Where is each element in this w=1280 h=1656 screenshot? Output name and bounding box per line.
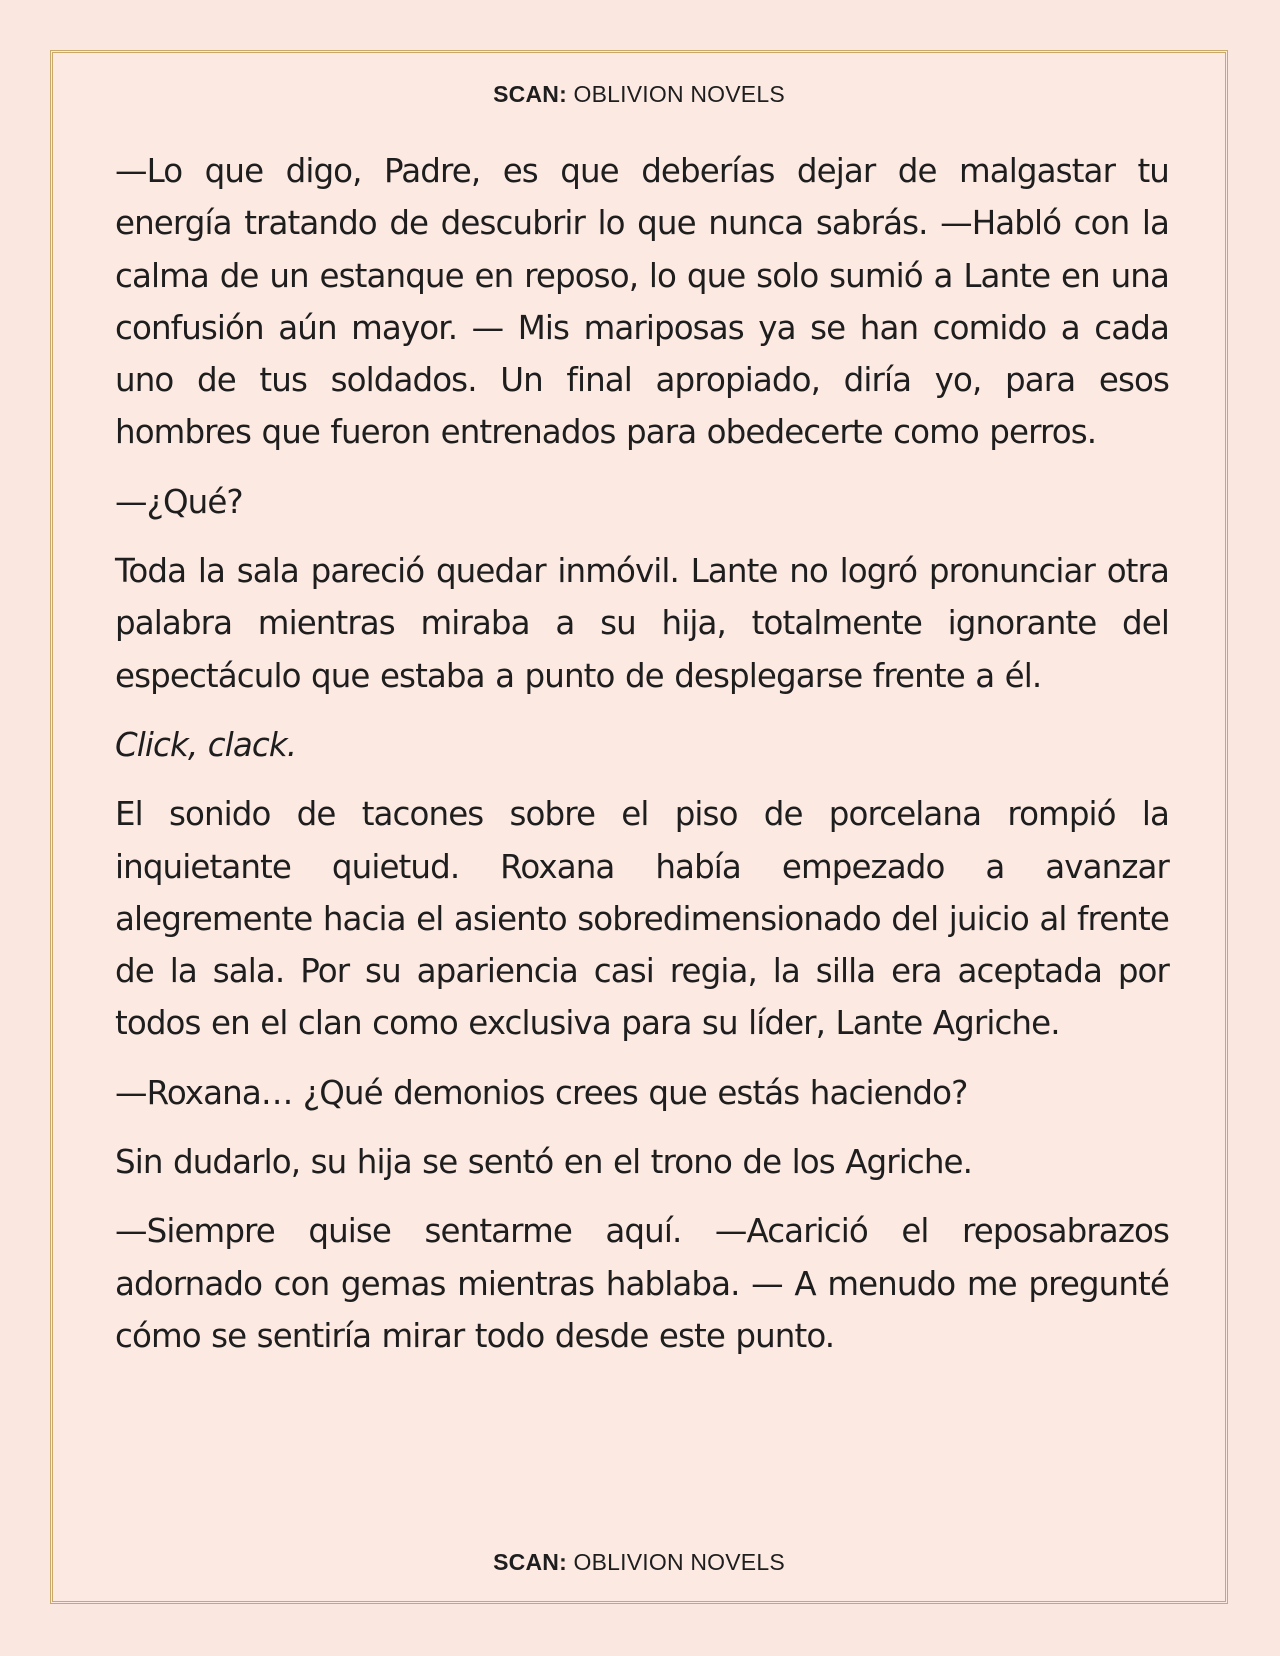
footer-scan-credit	[53, 1549, 1225, 1576]
header-scan-group: OBLIVION NOVELS	[573, 81, 785, 107]
paragraph: Toda la sala pareció quedar inmóvil. Lante no logró pronunciar otra palabra mientras miraba a su hija, totalmente ignorante del espectáculo que estaba a punto de desplegarse frente a él.	[115, 552, 1169, 695]
paragraph: —¿Qué?	[115, 482, 243, 521]
paragraph: Sin dudarlo, su hija se sentó en el trono de los Agriche.	[115, 1143, 973, 1182]
footer-scan-label: SCAN:	[493, 1549, 567, 1575]
paragraph-italic: Click, clack.	[115, 725, 297, 764]
footer-scan-group: OBLIVION NOVELS	[573, 1549, 785, 1575]
paragraph: El sonido de tacones sobre el piso de porcelana rompió la inquietante quietud. Roxana había empezado a avanzar alegremente hacia el asiento sobredimensionado del juicio al frente de la sala. Por su apariencia casi regia, la silla era aceptada por todos en el clan como exclusiva para su líder, Lante Agriche.	[115, 795, 1169, 1043]
header-scan-credit	[53, 81, 1225, 108]
page	[50, 50, 1228, 1604]
header-scan-label: SCAN:	[493, 81, 567, 107]
paragraph: —Lo que digo, Padre, es que deberías dejar de malgastar tu energía tratando de descubrir lo que nunca sabrás. —Habló con la calma de un estanque en reposo, lo que solo sumió a Lante en una confusión aún mayor. — Mis mariposas ya se han comido a cada uno de tus soldados. Un final apropiado, diría yo, para esos hombres que fueron entrenados para obedecerte como perros.	[115, 152, 1169, 452]
paragraph: —Roxana… ¿Qué demonios crees que estás haciendo?	[115, 1073, 968, 1112]
chapter-text	[115, 145, 1169, 1379]
paragraph: —Siempre quise sentarme aquí. —Acarició el reposabrazos adornado con gemas mientras hablaba. — A menudo me pregunté cómo se sentiría mirar todo desde este punto.	[115, 1212, 1169, 1355]
